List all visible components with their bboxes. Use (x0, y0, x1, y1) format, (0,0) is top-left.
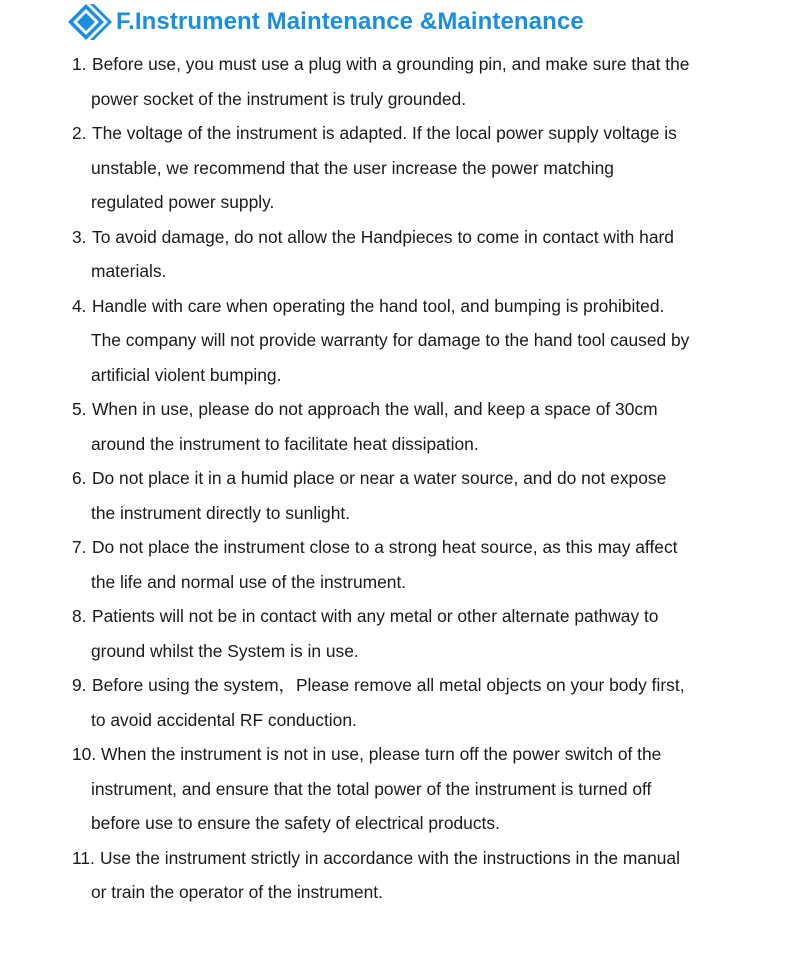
item-text-line: When the instrument is not in use, please turn off the power switch of the (101, 744, 662, 764)
item-text-line: regulated power supply. (91, 192, 275, 212)
item-text-line: to avoid accidental RF conduction. (91, 709, 357, 730)
item-number: 1. (72, 54, 87, 74)
item-number: 5. (72, 399, 87, 419)
item-text-line: Handle with care when operating the hand tool, and bumping is prohibited. (92, 295, 665, 316)
list-item (0, 392, 790, 461)
item-number: 8. (72, 606, 87, 626)
item-text-line: Do not place it in a humid place or near a water source, and do not expose (92, 468, 667, 488)
item-text-line: Do not place the instrument close to a strong heat source, as this may affect (92, 537, 678, 557)
section-header (64, 0, 584, 44)
item-text-line: the life and normal use of the instrument. (91, 571, 407, 592)
item-text-line: The company will not provide warranty for damage to the hand tool caused by (91, 330, 690, 350)
item-number: 3. (72, 226, 87, 247)
list-item (0, 841, 790, 910)
item-text-line: artificial violent bumping. (91, 364, 282, 385)
item-text-line: unstable, we recommend that the user increase the power matching (91, 157, 614, 178)
item-text-line: The voltage of the instrument is adapted. If the local power supply voltage is (92, 123, 677, 143)
item-text-line: before use to ensure the safety of electrical products. (91, 813, 500, 833)
section-title: F.Instrument Maintenance &Maintenance (116, 8, 584, 35)
item-number: 6. (72, 468, 87, 488)
list-item (0, 668, 790, 737)
item-number: 2. (72, 123, 87, 143)
list-item (0, 220, 790, 289)
item-text-line: To avoid damage, do not allow the Handpieces to come in contact with hard (92, 226, 674, 247)
item-text-line: or train the operator of the instrument. (91, 882, 383, 902)
item-text-line: Use the instrument strictly in accordance with the instructions in the manual (100, 847, 680, 868)
item-text-line: Patients will not be in contact with any metal or other alternate pathway to (92, 606, 659, 626)
list-item (0, 461, 790, 530)
item-text-line: the instrument directly to sunlight. (91, 502, 351, 523)
list-item (0, 289, 790, 393)
item-text-line: When in use, please do not approach the wall, and keep a space of 30cm (92, 399, 658, 419)
item-text-line: materials. (91, 261, 167, 281)
item-number: 10. (72, 744, 97, 764)
item-text-line: around the instrument to facilitate heat dissipation. (91, 433, 479, 454)
maintenance-list (0, 47, 790, 910)
list-item (0, 116, 790, 220)
item-text-line: instrument, and ensure that the total power of the instrument is turned off (91, 778, 652, 799)
list-item (0, 599, 790, 668)
list-item (0, 530, 790, 599)
list-item (0, 737, 790, 841)
item-number: 11. (72, 847, 95, 868)
item-text-line: Before using the system，Please remove all metal objects on your body first, (92, 675, 685, 695)
item-text-line: ground whilst the System is in use. (91, 640, 359, 661)
item-number: 4. (72, 295, 87, 316)
item-text-line: power socket of the instrument is truly grounded. (91, 88, 467, 109)
item-number: 9. (72, 675, 87, 695)
item-number: 7. (72, 537, 87, 557)
list-item (0, 47, 790, 116)
item-text-line: Before use, you must use a plug with a grounding pin, and make sure that the (92, 54, 690, 74)
blue-diamond-double-icon (64, 2, 114, 42)
